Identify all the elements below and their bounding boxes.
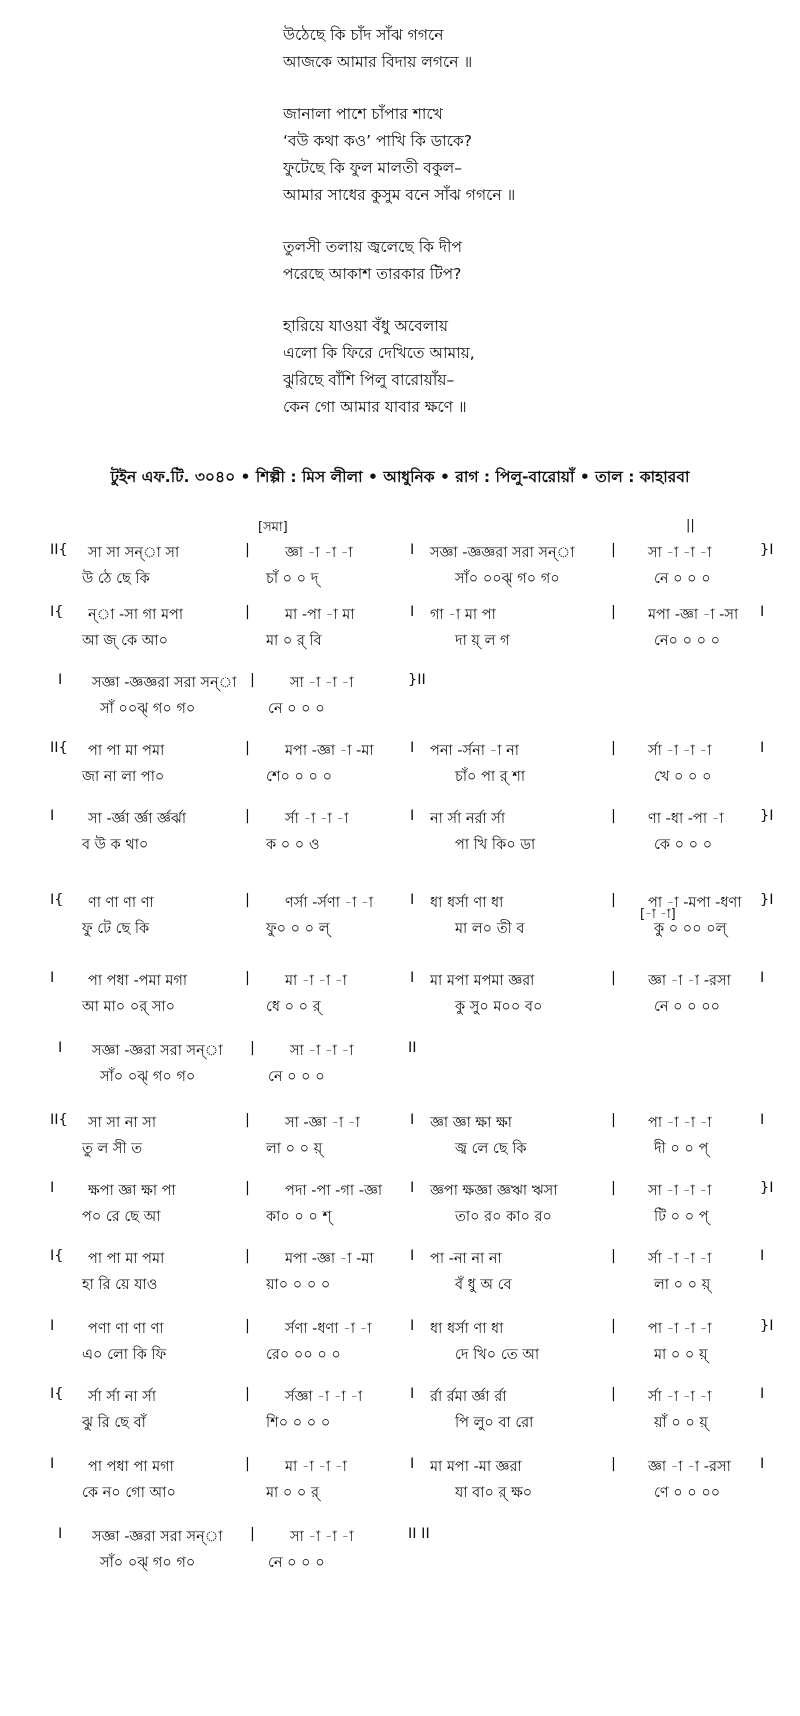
swaralipi-row: [0, 604, 800, 628]
note-group: সা -জ্ঞা -া -া: [285, 1115, 360, 1131]
note-group: সজ্ঞা -জ্ঞরা সরা সন্া: [92, 1043, 223, 1059]
bar-line: |: [611, 1180, 616, 1196]
syllable-group: প০ রে ছে আ: [82, 1209, 161, 1225]
bar-line: I: [50, 1456, 55, 1472]
bar-line: |: [245, 542, 250, 558]
note-group: মপা -জ্ঞা -া -মা: [285, 1251, 374, 1267]
bar-line: |: [611, 1318, 616, 1334]
syllable-group: দী ০ ০ প্: [654, 1141, 709, 1157]
note-group: ণর্সা -র্সণা -া -া: [285, 895, 374, 911]
sama-marker-row: [0, 518, 800, 540]
syllable-group: সাঁ০ ০ঝ্ গ০ গ০: [100, 1555, 196, 1571]
bar-line: |: [611, 740, 616, 756]
lyric-syllable-row: [0, 834, 800, 858]
bar-line: I: [410, 970, 415, 986]
swaralipi-row: [0, 1180, 800, 1204]
bar-line: I: [410, 808, 415, 824]
bar-line: I: [58, 1040, 63, 1056]
bar-line: I: [410, 1180, 415, 1196]
lyric-syllable-row: [0, 1482, 800, 1506]
note-group: র্সা -া -া -া: [285, 811, 349, 827]
syllable-group: আ মা০ ০র্ সা০: [82, 999, 176, 1015]
bar-line: I: [760, 1112, 765, 1128]
bar-line: I: [410, 740, 415, 756]
bar-line: I: [760, 1248, 765, 1264]
notation-line: [0, 1456, 800, 1510]
syllable-group: সাঁ ০০ঝ্ গ০ গ০: [100, 701, 196, 717]
syllable-group: তু ল সী ত: [82, 1141, 143, 1157]
bar-line: |: [245, 1112, 250, 1128]
swaralipi-row: [0, 1248, 800, 1272]
bar-line: |: [245, 740, 250, 756]
bar-line: |: [611, 1456, 616, 1472]
bar-line: |: [611, 1386, 616, 1402]
lyric-line: কেন গো আমার যাবার ক্ষণে ॥: [283, 398, 467, 416]
bar-line: II{: [50, 740, 68, 756]
note-group: ণা ণা ণা ণা: [88, 895, 154, 911]
bar-line: I: [50, 808, 55, 824]
note-group: সজ্ঞা -জ্ঞরা সরা সন্া: [92, 1529, 223, 1545]
syllable-group: নে ০ ০ ০: [268, 1555, 325, 1571]
syllable-group: ফু০ ০ ০ ল্: [266, 921, 330, 937]
bar-line: |: [611, 542, 616, 558]
syllable-group: নে ০ ০ ০০: [654, 999, 721, 1015]
bar-line: I: [760, 1456, 765, 1472]
bar-line: I: [58, 1526, 63, 1542]
note-group: পা -া -া -া: [648, 1321, 712, 1337]
note-group: মা মপা মপমা জ্ঞরা: [430, 973, 535, 989]
note-group: র্সা র্সা না র্সা: [88, 1389, 157, 1405]
note-group: সজ্ঞা -জ্ঞজ্ঞরা সরা সন্া: [92, 675, 237, 691]
syllable-group: পি লু০ বা রো: [455, 1415, 534, 1431]
note-group: র্সা -া -া -া: [648, 1251, 712, 1267]
song-info-header: টুইন এফ.টি. ৩০৪০ • শিল্পী : মিস লীলা • আধুনিক • রাগ : পিলু-বারোয়াঁ • তাল : কাহারবা: [110, 468, 690, 486]
syllable-group: ফু টে ছে কি: [82, 921, 150, 937]
syllable-group: সাঁ০ ০ঝ্ গ০ গ০: [100, 1069, 196, 1085]
note-group: সা -া -া -া: [290, 1529, 354, 1545]
syllable-group: তা০ র০ কা০ র০: [455, 1209, 552, 1225]
lyric-line: তুলসী তলায় জ্বলেছে কি দীপ: [283, 238, 463, 256]
bar-line: I: [50, 1180, 55, 1196]
swaralipi-row: [0, 970, 800, 994]
note-group: পনা -র্সনা -া না: [430, 743, 519, 759]
syllable-group: যা বা০ র্ ক্ষ০: [455, 1485, 533, 1501]
notation-line: [0, 672, 800, 726]
bar-line: |: [250, 672, 255, 688]
lyrics-stanza: [283, 22, 763, 76]
lyric-syllable-row: [0, 698, 800, 722]
note-group: জ্ঞা জ্ঞা ক্ষা ক্ষা: [430, 1115, 512, 1131]
bar-line: |: [611, 808, 616, 824]
lyric-line: উঠেছে কি চাঁদ সাঁঝ গগনে: [283, 26, 444, 44]
swaralipi-row: [0, 892, 800, 916]
bar-line: |: [250, 1040, 255, 1056]
bar-line: }I: [760, 892, 774, 908]
note-group: পা -া -া -া: [648, 1115, 712, 1131]
note-group: মা -পা -া মা: [285, 607, 355, 623]
note-group: সজ্ঞা -জ্ঞজ্ঞরা সরা সন্া: [430, 545, 575, 561]
syllable-group: টি ০ ০ প্: [654, 1209, 709, 1225]
notation-line: [0, 1318, 800, 1372]
syllable-group: কু সু০ ম০০ ব০: [455, 999, 543, 1015]
note-group: ক্ষপা জ্ঞা ক্ষা পা: [88, 1183, 176, 1199]
lyric-line: পরেছে আকাশ তারকার টিপ?: [283, 265, 462, 283]
syllable-group: জা না লা পা০: [82, 769, 165, 785]
note-group: জ্ঞা -া -া -রসা: [648, 1459, 731, 1475]
lyric-syllable-row: [0, 1274, 800, 1298]
syllable-group: আ জ্ কে আ০: [82, 633, 169, 649]
note-group: ধা ধর্সা ণা ধা: [430, 1321, 504, 1337]
syllable-group: নে ০ ০ ০: [268, 701, 325, 717]
bar-line: I{: [50, 1248, 64, 1264]
bar-line: I: [410, 604, 415, 620]
syllable-group: হা রি য়ে যাও: [82, 1277, 158, 1293]
swaralipi-row: [0, 1386, 800, 1410]
syllable-group: দা য়্ ল গ: [455, 633, 510, 649]
syllable-group: ঝু রি ছে বাঁ: [82, 1415, 146, 1431]
syllable-group: রে০ ০০ ০ ০: [266, 1347, 341, 1363]
lyric-syllable-row: [0, 630, 800, 654]
lyric-syllable-row: [0, 1344, 800, 1368]
bar-line: |: [245, 808, 250, 824]
syllable-group: মা ০ র্ বি: [266, 633, 322, 649]
bar-line: |: [611, 1248, 616, 1264]
notation-line: [0, 1386, 800, 1440]
notation-line: [0, 1112, 800, 1166]
syllable-group: ক ০ ০ ও: [266, 837, 320, 853]
bar-line: I: [760, 604, 765, 620]
syllable-group: সাঁ০ ০০ঝ্ গ০ গ০: [455, 571, 560, 587]
syllable-group: ধে ০ ০ র্: [266, 999, 321, 1015]
bar-line: |: [611, 892, 616, 908]
swaralipi-row: [0, 672, 800, 696]
bar-line: I: [410, 1386, 415, 1402]
note-group: পা -া -মপা -ধণা: [648, 895, 742, 911]
double-bar-marker: ||: [686, 518, 695, 533]
syllable-group: ব উ ক থা০: [82, 837, 149, 853]
syllable-group: এ০ লো কি ফি: [82, 1347, 167, 1363]
note-group: মপা -জ্ঞা -া -সা: [648, 607, 739, 623]
note-group: সা -া -া -া: [290, 675, 354, 691]
bar-line: I: [760, 740, 765, 756]
syllable-group: শি০ ০ ০ ০: [266, 1415, 331, 1431]
swaralipi-row: [0, 1040, 800, 1064]
lyric-syllable-row: [0, 1412, 800, 1436]
bar-line: }I: [760, 1318, 774, 1334]
note-group: পা -না না না: [430, 1251, 502, 1267]
bar-line: |: [245, 604, 250, 620]
bar-line: II{: [50, 542, 68, 558]
lyric-syllable-row: [0, 1206, 800, 1230]
bar-line: }I: [760, 542, 774, 558]
note-group: র্সণা -ধণা -া -া: [285, 1321, 372, 1337]
bar-line: I: [410, 1248, 415, 1264]
bar-line: I: [410, 1456, 415, 1472]
bar-line: |: [245, 1456, 250, 1472]
note-group: সা সা সন্া সা: [88, 545, 180, 561]
bar-line: II II: [408, 1526, 430, 1542]
swaralipi-row: [0, 808, 800, 832]
syllable-group: কে ন০ গো আ০: [82, 1485, 176, 1501]
syllable-group: মা ০ ০ র্: [266, 1485, 319, 1501]
lyric-line: ঝুরিছে বাঁশি পিলু বারোয়াঁয়–: [283, 371, 455, 389]
syllable-group: কে ০ ০ ০: [654, 837, 713, 853]
syllable-group: উ ঠে ছে কি: [82, 571, 150, 587]
bar-line: |: [245, 1180, 250, 1196]
note-group: গা -া মা পা: [430, 607, 496, 623]
lyric-syllable-row: [0, 766, 800, 790]
note-group: র্সা -া -া -া: [648, 743, 712, 759]
lyric-syllable-row: [0, 918, 800, 942]
note-group: পা পধা পা মগা: [88, 1459, 174, 1475]
lyric-line: হারিয়ে যাওয়া বঁধু অবেলায়: [283, 317, 448, 335]
swaralipi-row: [0, 1318, 800, 1342]
bar-line: I: [58, 672, 63, 688]
bar-line: I{: [50, 892, 64, 908]
syllable-group: নে০ ০ ০ ০: [654, 633, 721, 649]
bar-line: |: [245, 892, 250, 908]
syllable-group: য়াঁ ০ ০ য়্: [654, 1415, 708, 1431]
syllable-group: পা খি কি০ ডা: [455, 837, 536, 853]
lyrics-stanza: [283, 234, 763, 288]
lyric-line: ‘বউ কথা কও’ পাখি কি ডাকে?: [283, 132, 472, 150]
note-group: পা পা মা পমা: [88, 743, 165, 759]
bar-line: I: [760, 970, 765, 986]
lyrics-stanza: [283, 313, 763, 421]
swaralipi-row: [0, 740, 800, 764]
note-group: জ্ঞপা ক্ষজ্ঞা জ্ঞঋা ঋসা: [430, 1183, 558, 1199]
swaralipi-row: [0, 1456, 800, 1480]
note-group: র্রা র্রমা র্জ্ঞা র্রা: [430, 1389, 507, 1405]
bar-line: I{: [50, 604, 64, 620]
bar-line: I: [410, 542, 415, 558]
bar-line: I: [410, 1112, 415, 1128]
note-group: সা -া -া -া: [648, 1183, 712, 1199]
note-group: পা পা মা পমা: [88, 1251, 165, 1267]
swaralipi-row: [0, 542, 800, 566]
note-group: র্সা -া -া -া: [648, 1389, 712, 1405]
lyric-line: ফুটেছে কি ফুল মালতী বকুল–: [283, 159, 462, 177]
bar-line: I: [410, 1318, 415, 1334]
lyric-line: এলো কি ফিরে দেখিতে আমায়,: [283, 344, 475, 362]
lyric-syllable-row: [0, 1552, 800, 1576]
lyric-line: জানালা পাশে চাঁপার শাখে: [283, 105, 443, 123]
lyric-line: আজকে আমার বিদায় লগনে ॥: [283, 53, 473, 71]
lyrics-stanza: [283, 101, 763, 209]
note-group: না র্সা নর্রা র্সা: [430, 811, 506, 827]
bar-line: I: [50, 970, 55, 986]
note-group: জ্ঞা -া -া -া: [285, 545, 353, 561]
notation-line: [0, 1040, 800, 1094]
syllable-group: খে ০ ০ ০: [654, 769, 712, 785]
notation-line: [0, 970, 800, 1024]
bar-line: II{: [50, 1112, 68, 1128]
lyric-syllable-row: [0, 1138, 800, 1162]
bar-line: I: [50, 1318, 55, 1334]
syllable-group: শে০ ০ ০ ০: [266, 769, 333, 785]
note-group: সা -র্জ্ঞা র্জ্ঞা র্জ্ঞর্ঝা: [88, 811, 187, 827]
syllable-group: লা ০ ০ য়্: [266, 1141, 323, 1157]
note-group: পণা ণা ণা ণা: [88, 1321, 164, 1337]
syllable-group: মা ০ ০ য়্: [654, 1347, 708, 1363]
alternate-notes-marker: [-া -া]: [640, 907, 676, 922]
syllable-group: জ্ব লে ছে কি: [455, 1141, 527, 1157]
note-group: র্সজ্ঞা -া -া -া: [285, 1389, 363, 1405]
bar-line: |: [250, 1526, 255, 1542]
bar-line: I{: [50, 1386, 64, 1402]
notation-line: [0, 1180, 800, 1234]
syllable-group: বঁ ধু অ বে: [455, 1277, 512, 1293]
bar-line: I: [760, 1386, 765, 1402]
note-group: জ্ঞা -া -া -রসা: [648, 973, 731, 989]
bar-line: |: [611, 604, 616, 620]
note-group: পা পধা -পমা মগা: [88, 973, 188, 989]
note-group: ণা -ধা -পা -া: [648, 811, 724, 827]
lyric-syllable-row: [0, 996, 800, 1020]
notation-line: [0, 740, 800, 794]
bar-line: |: [245, 970, 250, 986]
notation-line: [0, 892, 800, 946]
note-group: মা -া -া -া: [285, 1459, 347, 1475]
note-group: সা -া -া -া: [290, 1043, 354, 1059]
syllable-group: কু ০ ০০ ০ল্: [654, 921, 727, 937]
note-group: সা -া -া -া: [648, 545, 712, 561]
syllable-group: কা০ ০ ০ শ্: [266, 1209, 332, 1225]
note-group: পদা -পা -গা -জ্ঞা: [285, 1183, 383, 1199]
syllable-group: চাঁ০ পা র্ শা: [455, 769, 526, 785]
note-group: মপা -জ্ঞা -া -মা: [285, 743, 374, 759]
notation-line: [0, 542, 800, 596]
note-group: ন্া -সা গা মপা: [88, 607, 184, 623]
notation-line: [0, 604, 800, 658]
bar-line: |: [611, 1112, 616, 1128]
syllable-group: লা ০ ০ য়্: [654, 1277, 711, 1293]
bar-line: |: [245, 1386, 250, 1402]
notation-line: [0, 1248, 800, 1302]
notation-line: [0, 808, 800, 862]
bar-line: |: [245, 1318, 250, 1334]
syllable-group: চাঁ ০ ০ দ্: [266, 571, 319, 587]
syllable-group: দে খি০ তে আ: [455, 1347, 540, 1363]
swaralipi-row: [0, 1526, 800, 1550]
note-group: ধা ধর্সা ণা ধা: [430, 895, 504, 911]
lyric-syllable-row: [0, 1066, 800, 1090]
note-group: মা মপা -মা জ্ঞরা: [430, 1459, 522, 1475]
bar-line: II: [408, 1040, 417, 1056]
bar-line: |: [611, 970, 616, 986]
bar-line: }II: [408, 672, 426, 688]
syllable-group: মা ল০ তী ব: [455, 921, 525, 937]
notation-line: [0, 1526, 800, 1580]
note-group: মা -া -া -া: [285, 973, 347, 989]
syllable-group: নে ০ ০ ০: [268, 1069, 325, 1085]
lyric-syllable-row: [0, 568, 800, 592]
lyrics: [283, 22, 763, 446]
syllable-group: ণে ০ ০ ০০: [654, 1485, 721, 1501]
syllable-group: নে ০ ০ ০: [654, 571, 711, 587]
bar-line: }I: [760, 808, 774, 824]
syllable-group: য়া০ ০ ০ ০: [266, 1277, 331, 1293]
lyric-line: আমার সাধের কুসুম বনে সাঁঝ গগনে ॥: [283, 186, 516, 204]
swaralipi-row: [0, 1112, 800, 1136]
bar-line: I: [410, 892, 415, 908]
bar-line: }I: [760, 1180, 774, 1196]
bar-line: |: [245, 1248, 250, 1264]
note-group: সা সা না সা: [88, 1115, 157, 1131]
sama-marker: [সমা]: [258, 520, 288, 535]
